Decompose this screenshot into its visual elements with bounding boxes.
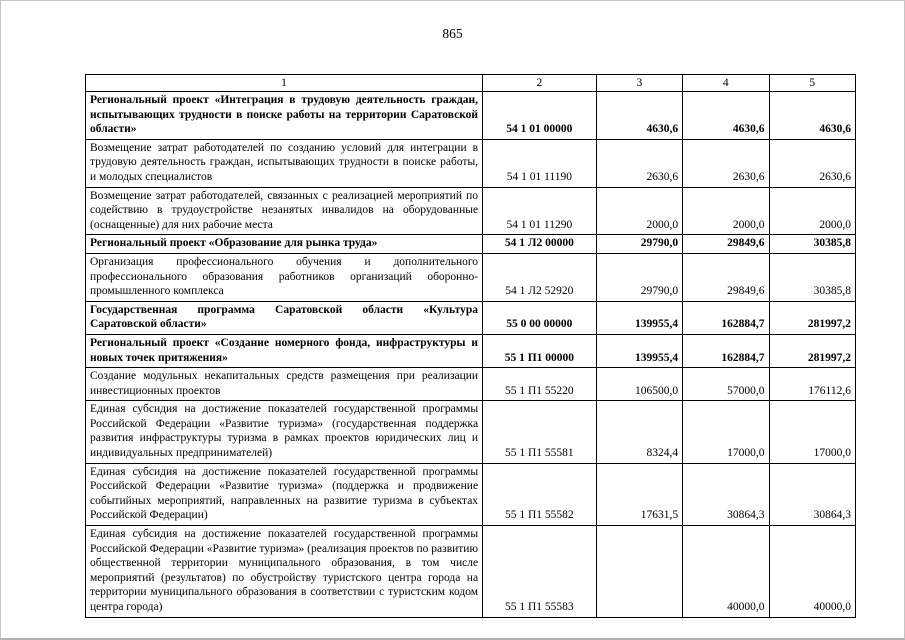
cell-value-next: 40000,0	[683, 526, 769, 618]
table-row	[86, 187, 856, 235]
cell-value-2023: 8324,4	[596, 401, 682, 463]
cell-value-next: 2630,6	[683, 139, 769, 187]
cell-name: Региональный проект «Образование для рынка труда»	[86, 235, 483, 254]
cell-value-next: 162884,7	[683, 334, 769, 367]
table-header	[86, 75, 856, 92]
cell-value-last: 176112,6	[769, 368, 855, 401]
cell-value-next: 17000,0	[683, 401, 769, 463]
cell-value-last: 281997,2	[769, 301, 855, 334]
cell-value-last: 2000,0	[769, 187, 855, 235]
cell-name: Единая субсидия на достижение показателей государственной программы Российской Федерации «Развитие туризма» (государственная поддержка развития инфраструктуры туризма в рамках проектов юридических лиц и индивидуальных предпринимателей)	[86, 401, 483, 463]
cell-name: Единая субсидия на достижение показателей государственной программы Российской Федерации «Развитие туризма» (поддержка и продвижение событийных мероприятий, направленных на развитие туризма в субъектах Российской Федерации)	[86, 463, 483, 525]
cell-value-last: 40000,0	[769, 526, 855, 618]
cell-code: 55 0 00 00000	[483, 301, 597, 334]
page-number: 865	[442, 26, 463, 41]
cell-value-next: 29849,6	[683, 253, 769, 301]
table-row	[86, 92, 856, 140]
cell-value-2023: 2630,6	[596, 139, 682, 187]
budget-table	[85, 74, 856, 618]
cell-value-next: 57000,0	[683, 368, 769, 401]
cell-code: 54 1 01 00000	[483, 92, 597, 140]
column-header: 5	[769, 75, 855, 92]
cell-code: 54 1 01 11290	[483, 187, 597, 235]
table-header-row	[86, 75, 856, 92]
cell-value-last: 17000,0	[769, 401, 855, 463]
cell-code: 54 1 01 11190	[483, 139, 597, 187]
cell-value-2023: 139955,4	[596, 334, 682, 367]
cell-name: Организация профессионального обучения и дополнительного профессионального образования работников организаций оборонно-промышленного комплекса	[86, 253, 483, 301]
table-row	[86, 368, 856, 401]
cell-value-next: 30864,3	[683, 463, 769, 525]
cell-value-next: 29849,6	[683, 235, 769, 254]
cell-name: Региональный проект «Интеграция в трудовую деятельность граждан, испытывающих трудности в поиске работы на территории Саратовской области»	[86, 92, 483, 140]
cell-value-2023: 29790,0	[596, 235, 682, 254]
cell-name: Возмещение затрат работодателей, связанных с реализацией мероприятий по содействию в трудоустройстве незанятых инвалидов на оборудованные (оснащенные) для них рабочие места	[86, 187, 483, 235]
table-body	[86, 92, 856, 618]
cell-code: 55 1 П1 55582	[483, 463, 597, 525]
cell-name: Региональный проект «Создание номерного фонда, инфраструктуры и новых точек притяжения»	[86, 334, 483, 367]
cell-value-2023: 2000,0	[596, 187, 682, 235]
cell-value-2023: 106500,0	[596, 368, 682, 401]
cell-value-2023	[596, 526, 682, 618]
cell-code: 55 1 П1 00000	[483, 334, 597, 367]
column-header: 1	[86, 75, 483, 92]
table-row	[86, 235, 856, 254]
cell-value-2023: 139955,4	[596, 301, 682, 334]
cell-code: 54 1 Л2 52920	[483, 253, 597, 301]
cell-value-last: 30864,3	[769, 463, 855, 525]
cell-value-next: 4630,6	[683, 92, 769, 140]
table-row	[86, 526, 856, 618]
column-header: 2	[483, 75, 597, 92]
cell-name: Возмещение затрат работодателей по созданию условий для интеграции в трудовую деятельность граждан, испытывающих трудности в поиске работы, и молодых специалистов	[86, 139, 483, 187]
cell-name: Единая субсидия на достижение показателей государственной программы Российской Федерации «Развитие туризма» (реализация проектов по развитию общественной территории муниципального образования, в том числе мероприятий (результатов) по обустройству туристского центра города на территории муниципального образования в соответствии с туристским кодом центра города)	[86, 526, 483, 618]
table-row	[86, 463, 856, 525]
table-row	[86, 401, 856, 463]
cell-code: 55 1 П1 55220	[483, 368, 597, 401]
cell-value-last: 281997,2	[769, 334, 855, 367]
column-header: 3	[596, 75, 682, 92]
cell-value-2023: 29790,0	[596, 253, 682, 301]
table-row	[86, 139, 856, 187]
cell-value-next: 162884,7	[683, 301, 769, 334]
cell-code: 55 1 П1 55581	[483, 401, 597, 463]
cell-value-last: 2630,6	[769, 139, 855, 187]
cell-value-2023: 17631,5	[596, 463, 682, 525]
cell-value-next: 2000,0	[683, 187, 769, 235]
cell-code: 55 1 П1 55583	[483, 526, 597, 618]
cell-value-last: 30385,8	[769, 253, 855, 301]
cell-code: 54 1 Л2 00000	[483, 235, 597, 254]
table-row	[86, 253, 856, 301]
cell-value-2023: 4630,6	[596, 92, 682, 140]
table-row	[86, 334, 856, 367]
cell-name: Государственная программа Саратовской области «Культура Саратовской области»	[86, 301, 483, 334]
column-header: 4	[683, 75, 769, 92]
table-row	[86, 301, 856, 334]
cell-value-last: 30385,8	[769, 235, 855, 254]
cell-value-last: 4630,6	[769, 92, 855, 140]
cell-name: Создание модульных некапитальных средств размещения при реализации инвестиционных проектов	[86, 368, 483, 401]
